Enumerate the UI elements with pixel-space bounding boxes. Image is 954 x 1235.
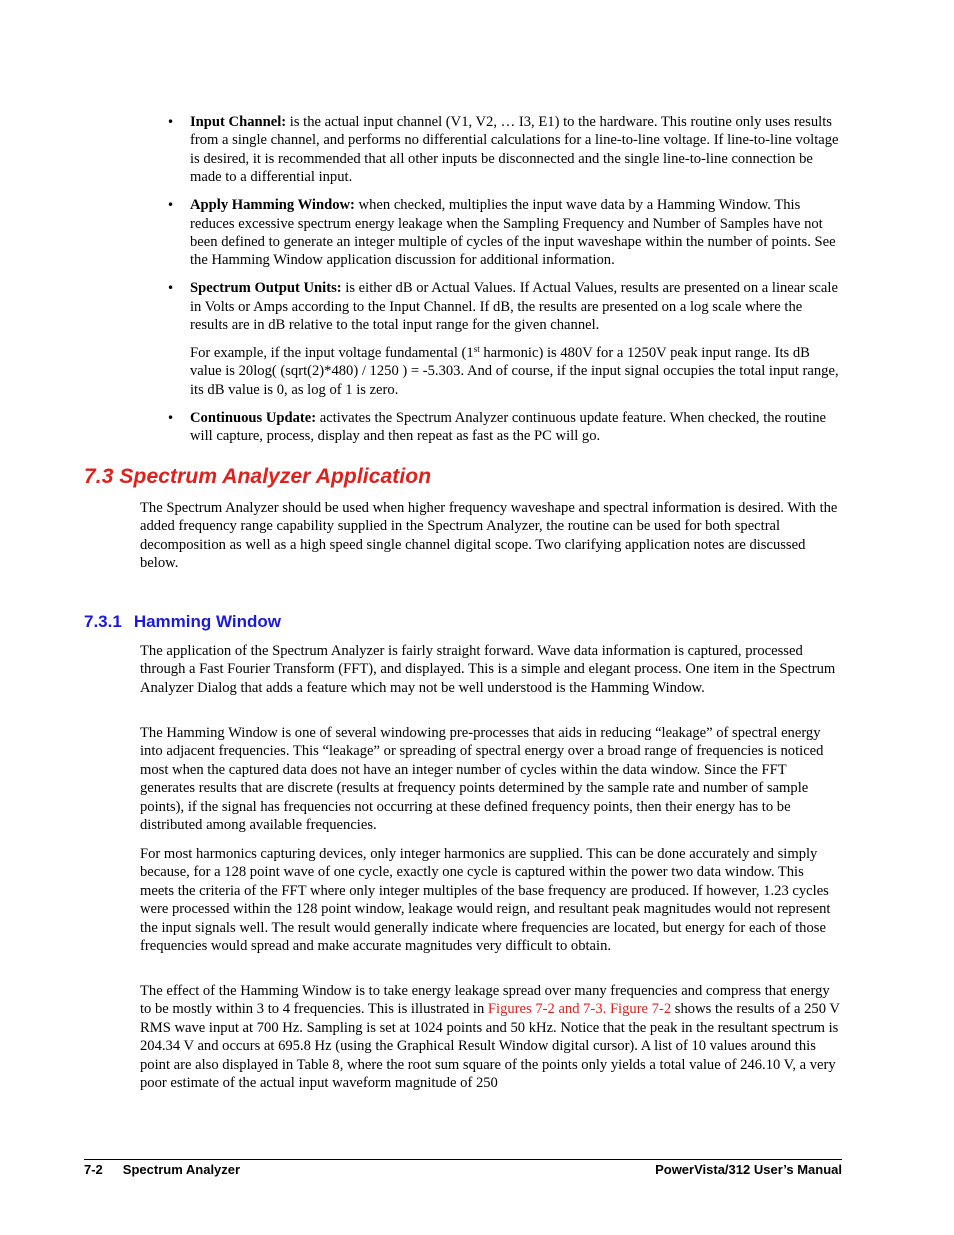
list-item — [166, 279, 840, 399]
example-text — [190, 344, 840, 399]
section-paragraph: The Spectrum Analyzer should be used when higher frequency waveshape and spectral information is desired. With the added frequency range capability supplied in the Spectrum Analyzer, the routine can be used for both spectral decomposition as well as a high speed single channel digital scope. Two clarifying application notes are discussed below. — [140, 500, 838, 572]
term-description: is either dB or Actual Values. If Actual Values, results are presented on a linear scale in Volts or Amps according to the Input Channel. If dB, the results are presented on a log scale where the results are in dB relative to the total input range for the given channel. — [190, 280, 838, 334]
footer-divider — [84, 1159, 842, 1160]
term-label: Apply Hamming Window: — [190, 197, 355, 214]
list-item-text — [190, 113, 840, 187]
paragraph: The application of the Spectrum Analyzer is fairly straight forward. Wave data information is captured, processed through a Fast Fourier Transform (FFT), and displayed. This is a simple and elegant process. One item in the Spectrum Analyzer Dialog that adds a feature which may not be well understood is the Hamming Window. — [140, 643, 836, 696]
list-item-text — [190, 409, 840, 446]
parameter-list — [166, 113, 840, 455]
manual-title: PowerVista/312 User’s Manual — [655, 1162, 842, 1177]
figure-reference-link[interactable]: Figure 7-2 — [609, 1001, 672, 1018]
list-item-text — [190, 279, 840, 334]
term-description: activates the Spectrum Analyzer continuous update feature. When checked, the routine will capture, process, display and then repeat as fast as the PC will go. — [190, 409, 827, 445]
list-item-text — [190, 196, 840, 270]
paragraph: For most harmonics capturing devices, only integer harmonics are supplied. This can be done accurately and simply because, for a 128 point wave of one cycle, exactly one cycle is captured within the power two data window. This meets the criteria of the FFT where only integer multiples of the base frequency are produced. If however, 1.23 cycles were processed within the 128 point window, leakage would reign, and resultant peak magnitudes would not represent the input signals well. The result would generally indicate where frequencies are located, but energy for each of those frequencies would spread and make accurate magnitudes very difficult to obtain. — [140, 846, 831, 955]
subsection-heading — [84, 612, 281, 632]
paragraph — [140, 982, 840, 1092]
bullet-icon: • — [167, 198, 175, 213]
list-item — [166, 196, 840, 270]
chapter-name: Spectrum Analyzer — [122, 1162, 241, 1177]
list-item — [166, 113, 840, 187]
page-number: 7-2 — [84, 1162, 103, 1177]
paragraph-text: shows the results of a 250 V RMS wave input at 700 Hz. Sampling is set at 1024 points and 50 kHz. Notice that the peak in the resultant spectrum is 204.34 V and occurs at 695.8 Hz (using the Graphical Result Window digital cursor). A list of 10 values around this point are also displayed in Table 8, where the root sum square of the points only yields a total value of 246.10 V, a very poor estimate of the actual input waveform magnitude of 250 — [140, 1001, 840, 1092]
bullet-icon: • — [167, 281, 175, 296]
term-label: Continuous Update: — [190, 409, 317, 426]
paragraph: The Hamming Window is one of several windowing pre-processes that aids in reducing “leakage” of spectral energy into adjacent frequencies. This “leakage” or spreading of spectral energy over a broad range of frequencies is noticed most when the captured data does not have an integer number of cycles within the data window. Since the FFT generates results that are discrete (results at frequency points determined by the sample rate and number of sample points), if the signal has frequencies not occurring at these defined frequency points, then their energy has to be distributed among available frequencies. — [140, 725, 824, 834]
term-label: Spectrum Output Units: — [190, 280, 342, 297]
example-pre: For example, if the input voltage fundamental (1 — [190, 344, 474, 361]
subsection-title: Hamming Window — [133, 612, 281, 631]
bullet-icon: • — [167, 410, 175, 425]
list-item — [166, 409, 840, 446]
ordinal-superscript: st — [473, 343, 480, 354]
paragraph-text: The effect of the Hamming Window is to take energy leakage spread over many frequencies and compress that energy to be mostly within 3 to 4 frequencies. This is illustrated in — [140, 983, 830, 1018]
bullet-icon: • — [167, 115, 175, 129]
term-description: is the actual input channel (V1, V2, … I3, E1) to the hardware. This routine only uses results from a single channel, and performs no differential calculations for a line-to-line voltage. If line-to-line voltage is desired, it is recommended that all other inputs be disconnected and the single line-to-line connection be made to a differential input. — [190, 114, 839, 186]
term-description: when checked, multiplies the input wave data by a Hamming Window. This reduces excessive spectrum energy leakage when the Sampling Frequency and Number of Samples have not been defined to generate an integer multiple of cycles of the input waveshape within the number of points. See the Hamming Window application discussion for additional information. — [190, 197, 836, 269]
section-heading: 7.3 Spectrum Analyzer Application — [84, 465, 432, 488]
footer-left — [84, 1162, 240, 1177]
term-label: Input Channel: — [190, 114, 287, 130]
figure-reference-link[interactable]: Figures 7-2 and 7-3. — [487, 1001, 607, 1018]
subsection-number: 7.3.1 — [84, 612, 122, 631]
example-post: harmonic) is 480V for a 1250V peak input range. Its dB value is 20log( (sqrt(2)*480) / 1250 ) = -5.303. And of course, if the input signal occupies the total input range, its dB value is 0, as log of 1 is zero. — [190, 344, 839, 398]
